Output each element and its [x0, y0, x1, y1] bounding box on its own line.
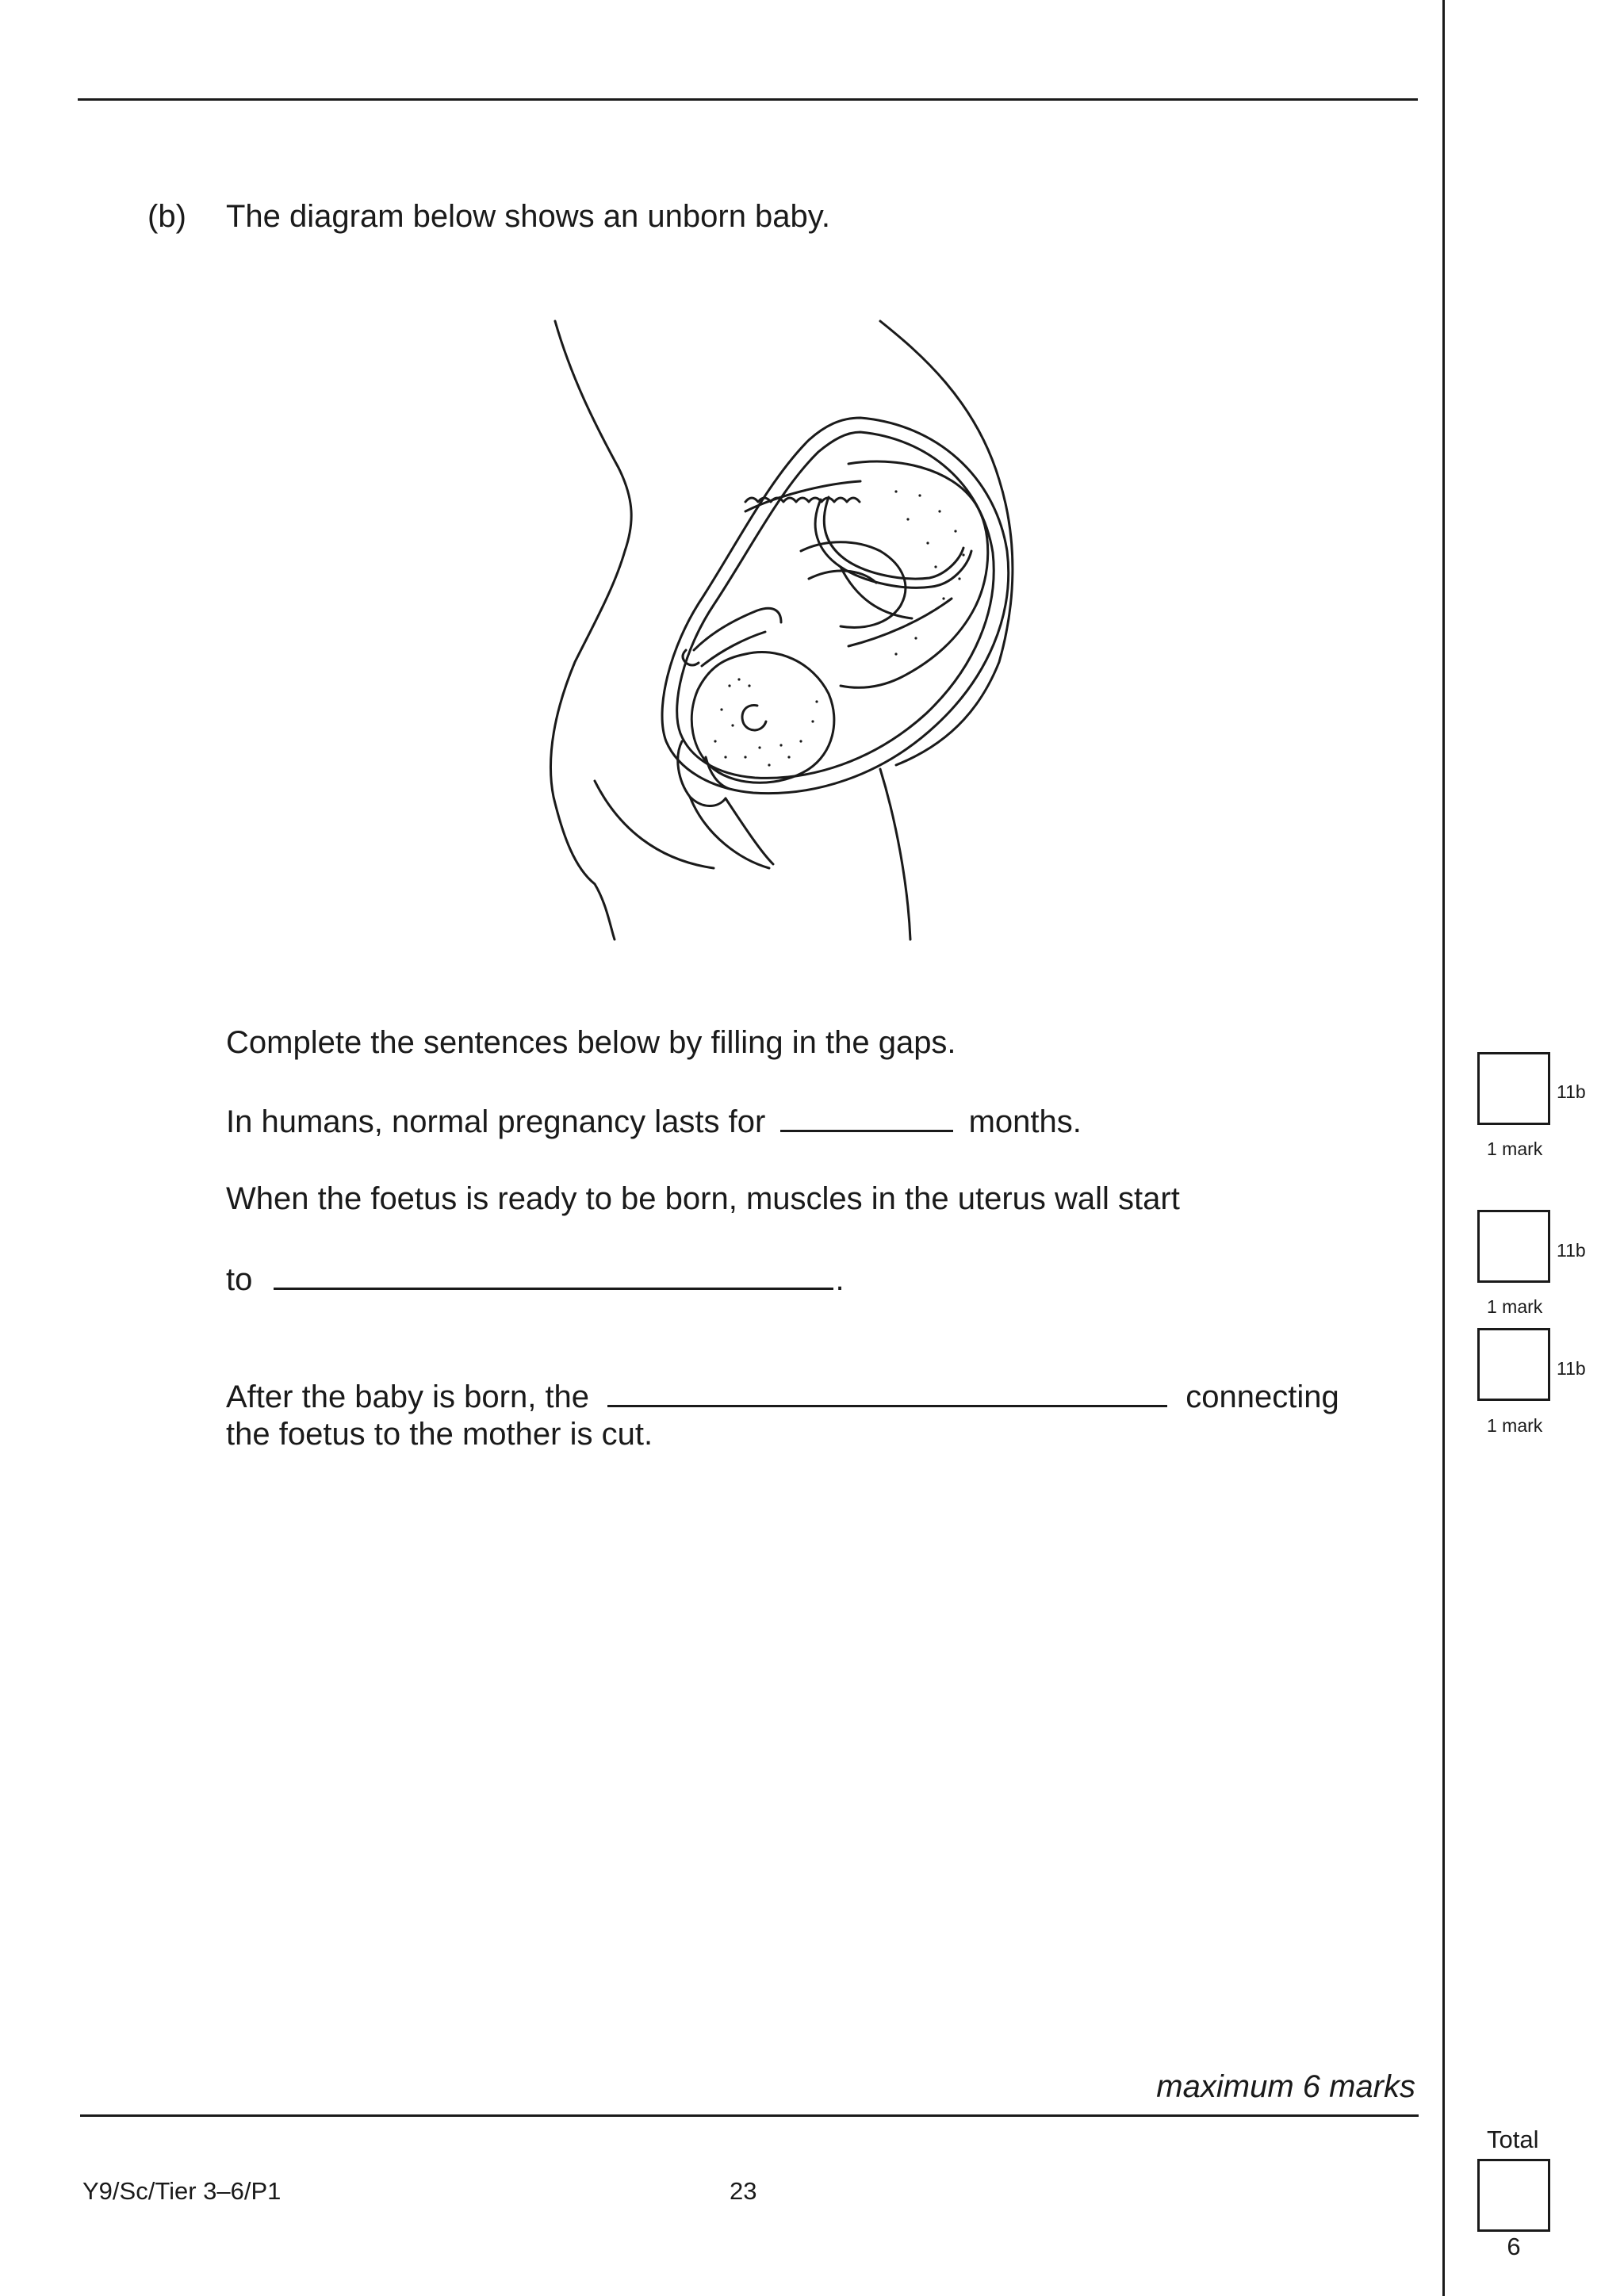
mark-box-1-mark: 1 mark [1487, 1138, 1543, 1159]
sentence-2-after: . [835, 1262, 845, 1297]
mark-box-2-mark: 1 mark [1487, 1296, 1543, 1317]
bottom-rule [80, 2114, 1419, 2117]
sentence-1 [226, 1101, 1082, 1141]
sentence-3-after: connecting [1185, 1380, 1339, 1414]
sentence-2-line-2 [226, 1259, 845, 1299]
mark-box-2[interactable] [1477, 1210, 1550, 1283]
mark-box-1[interactable] [1477, 1052, 1550, 1125]
mark-box-1-label: 11b [1557, 1081, 1586, 1102]
mark-box-3[interactable] [1477, 1328, 1550, 1401]
page-number: 23 [730, 2177, 757, 2205]
maximum-marks: maximum 6 marks [1156, 2069, 1415, 2104]
mark-box-3-mark: 1 mark [1487, 1415, 1543, 1436]
sentence-3-before: After the baby is born, the [226, 1380, 590, 1414]
top-rule [78, 98, 1418, 101]
answer-blank-1[interactable] [780, 1101, 953, 1132]
mark-box-3-label: 11b [1557, 1358, 1586, 1379]
answer-blank-3[interactable] [607, 1376, 1167, 1407]
total-box[interactable] [1477, 2159, 1550, 2232]
sentence-2-before: to [226, 1262, 253, 1297]
paper-code: Y9/Sc/Tier 3–6/P1 [82, 2177, 282, 2205]
sentence-3-line-2: the foetus to the mother is cut. [226, 1417, 653, 1452]
sentence-1-after: months. [968, 1104, 1082, 1139]
question-intro: The diagram below shows an unborn baby. [226, 199, 830, 234]
unborn-baby-diagram [508, 313, 1023, 947]
part-label: (b) [147, 199, 186, 234]
mark-box-2-label: 11b [1557, 1240, 1586, 1261]
margin-rule [1442, 0, 1445, 2296]
total-label: Total [1487, 2126, 1539, 2153]
sentence-3-line-1 [226, 1376, 1339, 1416]
sentence-1-before: In humans, normal pregnancy lasts for [226, 1104, 766, 1139]
instruction-text: Complete the sentences below by filling in the gaps. [226, 1025, 956, 1060]
answer-blank-2[interactable] [274, 1259, 833, 1290]
sentence-2-line-1: When the foetus is ready to be born, muscles in the uterus wall start [226, 1181, 1180, 1216]
total-value: 6 [1507, 2233, 1521, 2260]
